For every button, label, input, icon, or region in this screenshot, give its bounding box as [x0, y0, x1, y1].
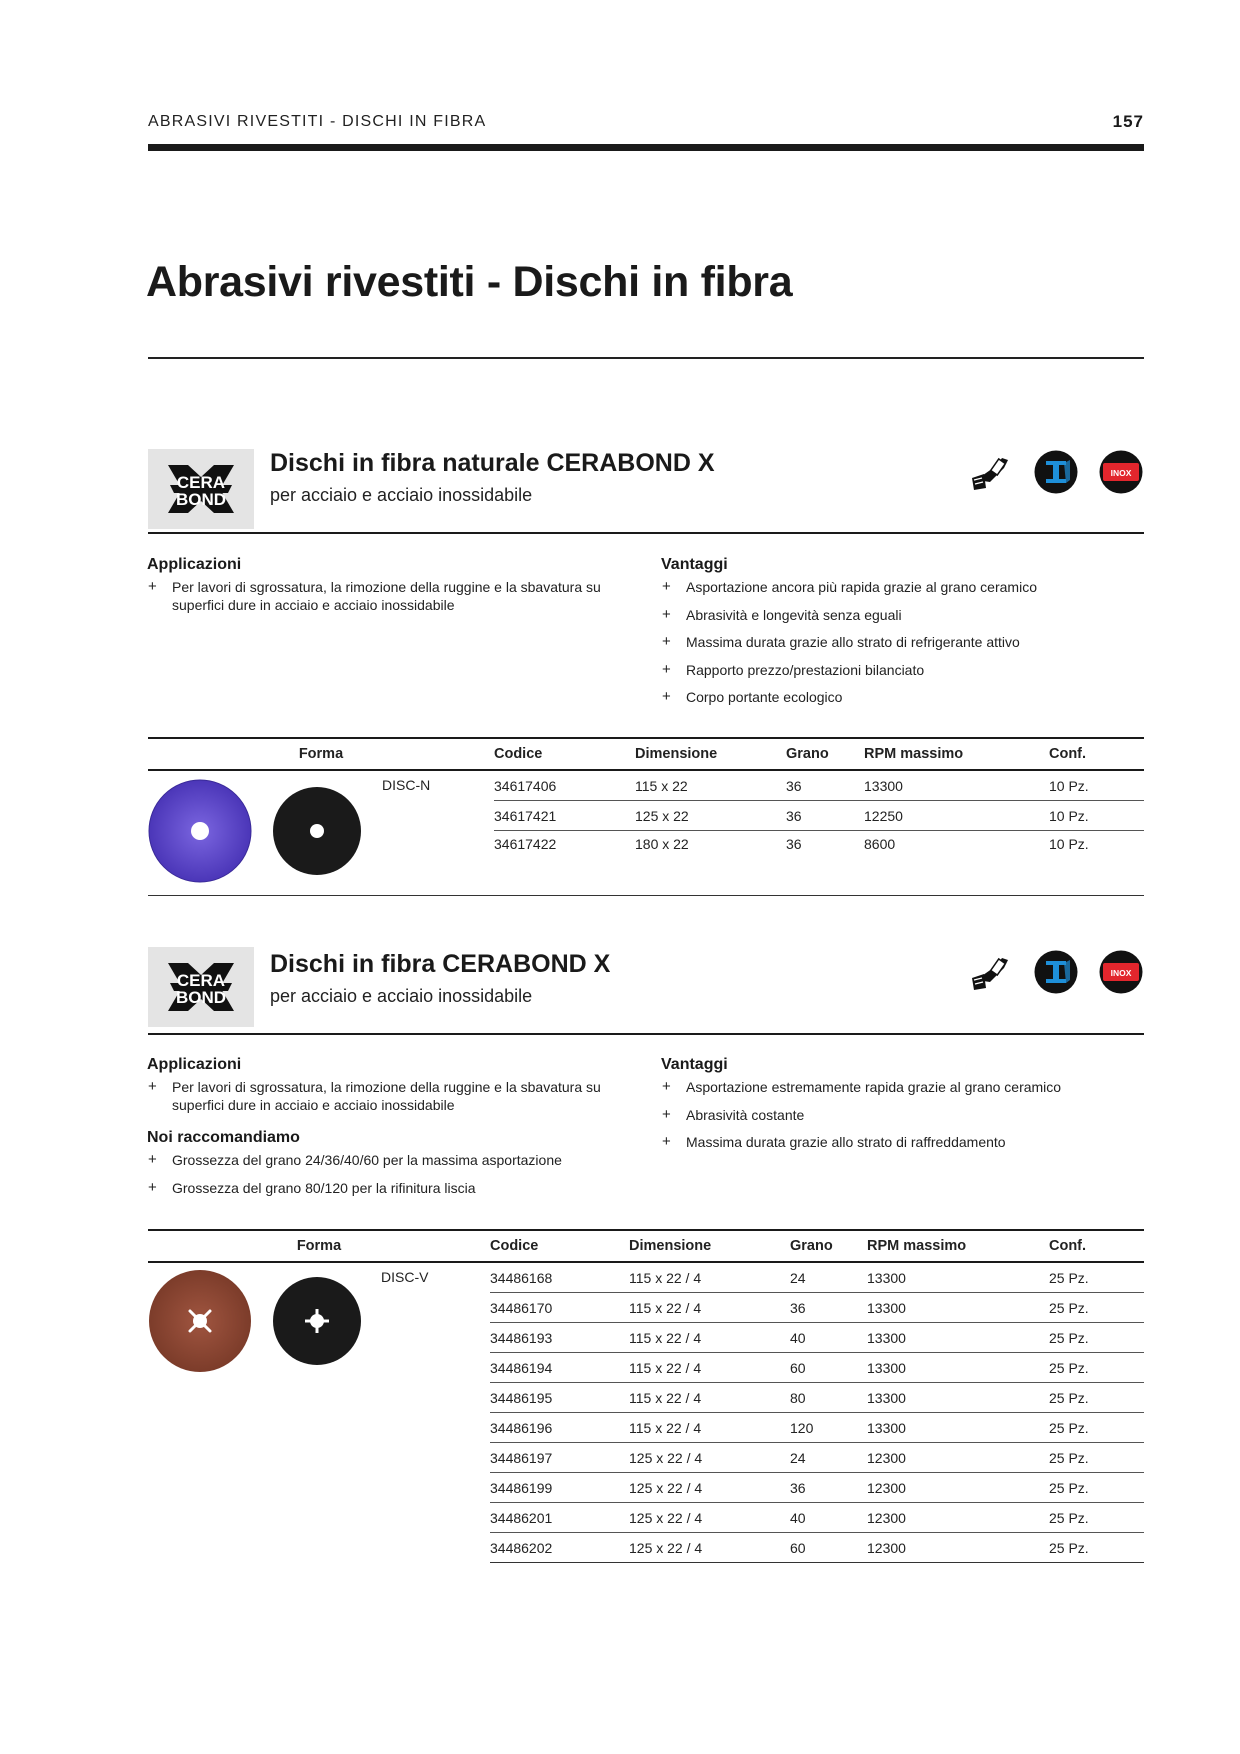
- list-item: + Massima durata grazie allo strato di refrigerante attivo: [661, 633, 1141, 651]
- table-header-row: [148, 738, 1144, 770]
- cell-dimensione: 115 x 22 / 4: [629, 1323, 790, 1353]
- logo-text-top: CERA: [176, 971, 226, 990]
- applications-list: [147, 578, 627, 624]
- cell-codice: 34486196: [490, 1413, 629, 1443]
- section-title: Dischi in fibra CERABOND X: [270, 950, 611, 978]
- cell-grano: 36: [786, 801, 864, 831]
- cell-codice: 34486197: [490, 1443, 629, 1473]
- angle-grinder-icon: [968, 450, 1012, 494]
- title-rule: [148, 357, 1144, 359]
- applications-heading: Applicazioni: [147, 556, 242, 573]
- cell-grano: 60: [790, 1533, 867, 1563]
- cell-dimensione: 115 x 22 / 4: [629, 1413, 790, 1443]
- col-dimensione: Dimensione: [635, 738, 786, 770]
- cell-rpm: 13300: [867, 1293, 1049, 1323]
- cell-conf: 10 Pz.: [1049, 831, 1144, 896]
- running-title: ABRASIVI RIVESTITI - DISCHI IN FIBRA: [148, 113, 487, 130]
- disc-images: [148, 1268, 368, 1376]
- cell-conf: 25 Pz.: [1049, 1353, 1144, 1383]
- cell-dimensione: 125 x 22: [635, 801, 786, 831]
- col-codice: Codice: [494, 738, 635, 770]
- section-rule: [148, 1033, 1144, 1035]
- cell-grano: 40: [790, 1323, 867, 1353]
- inox-icon: [1099, 950, 1143, 994]
- steel-beam-icon: [1034, 950, 1078, 994]
- advantages-heading: Vantaggi: [661, 1056, 728, 1073]
- cell-rpm: 12300: [867, 1443, 1049, 1473]
- recommend-heading: Noi raccomandiamo: [147, 1129, 300, 1146]
- cell-conf: 25 Pz.: [1049, 1413, 1144, 1443]
- col-dimensione: Dimensione: [629, 1230, 790, 1262]
- col-codice: Codice: [490, 1230, 629, 1262]
- logo-text-top: CERA: [176, 473, 226, 492]
- list-item: + Grossezza del grano 24/36/40/60 per la massima asportazione: [147, 1151, 627, 1169]
- form-code: DISC-N: [382, 777, 431, 793]
- cell-dimensione: 115 x 22 / 4: [629, 1293, 790, 1323]
- cell-codice: 34486201: [490, 1503, 629, 1533]
- steel-beam-icon: [1034, 450, 1078, 494]
- cell-dimensione: 125 x 22 / 4: [629, 1473, 790, 1503]
- cell-conf: 10 Pz.: [1049, 801, 1144, 831]
- cell-codice: 34486170: [490, 1293, 629, 1323]
- cell-codice: 34486195: [490, 1383, 629, 1413]
- cell-conf: 25 Pz.: [1049, 1533, 1144, 1563]
- cell-dimensione: 125 x 22 / 4: [629, 1503, 790, 1533]
- cell-conf: 10 Pz.: [1049, 770, 1144, 801]
- advantages-list: [661, 578, 1141, 716]
- cell-rpm: 8600: [864, 831, 1049, 896]
- form-code: DISC-V: [381, 1269, 429, 1285]
- table-row: [148, 1262, 1144, 1293]
- cell-codice: 34617421: [494, 801, 635, 831]
- cell-rpm: 12300: [867, 1503, 1049, 1533]
- table-row: [148, 770, 1144, 801]
- cell-rpm: 13300: [867, 1413, 1049, 1443]
- applications-heading: Applicazioni: [147, 1056, 242, 1073]
- list-item: + Asportazione estremamente rapida grazie al grano ceramico: [661, 1078, 1141, 1096]
- cell-codice: 34486199: [490, 1473, 629, 1503]
- cell-conf: 25 Pz.: [1049, 1323, 1144, 1353]
- product-table: [148, 1229, 1144, 1563]
- cell-rpm: 13300: [867, 1383, 1049, 1413]
- section-subtitle: per acciaio e acciaio inossidabile: [270, 485, 533, 505]
- cell-conf: 25 Pz.: [1049, 1503, 1144, 1533]
- section-title: Dischi in fibra naturale CERABOND X: [270, 449, 715, 477]
- list-item: + Abrasività e longevità senza eguali: [661, 606, 1141, 624]
- logo-text-bottom: BOND: [175, 988, 227, 1007]
- col-grano: Grano: [786, 738, 864, 770]
- cell-conf: 25 Pz.: [1049, 1383, 1144, 1413]
- cell-grano: 40: [790, 1503, 867, 1533]
- forma-cell: [148, 1262, 490, 1563]
- inox-label: INOX: [1110, 468, 1132, 478]
- cell-rpm: 13300: [867, 1353, 1049, 1383]
- cell-codice: 34486194: [490, 1353, 629, 1383]
- cell-grano: 36: [786, 831, 864, 896]
- col-forma: Forma: [148, 738, 494, 770]
- cell-dimensione: 180 x 22: [635, 831, 786, 896]
- list-item: + Corpo portante ecologico: [661, 688, 1141, 706]
- advantages-heading: Vantaggi: [661, 556, 728, 573]
- cell-rpm: 13300: [867, 1323, 1049, 1353]
- logo-text-bottom: BOND: [175, 490, 227, 509]
- cell-rpm: 12300: [867, 1533, 1049, 1563]
- cell-grano: 80: [790, 1383, 867, 1413]
- cell-conf: 25 Pz.: [1049, 1443, 1144, 1473]
- cell-dimensione: 115 x 22 / 4: [629, 1262, 790, 1293]
- product-table: [148, 737, 1144, 896]
- cell-conf: 25 Pz.: [1049, 1262, 1144, 1293]
- cell-conf: 25 Pz.: [1049, 1473, 1144, 1503]
- inox-label: INOX: [1110, 968, 1132, 978]
- list-item: + Per lavori di sgrossatura, la rimozione della ruggine e la sbavatura su superfici dure in acciaio e acciaio inossidabile: [147, 578, 627, 614]
- cell-conf: 25 Pz.: [1049, 1293, 1144, 1323]
- applications-list: [147, 1078, 627, 1124]
- col-rpm: RPM massimo: [867, 1230, 1049, 1262]
- cell-dimensione: 125 x 22 / 4: [629, 1443, 790, 1473]
- header-rule: [148, 144, 1144, 151]
- list-item: + Abrasività costante: [661, 1106, 1141, 1124]
- cell-grano: 36: [786, 770, 864, 801]
- list-item: + Rapporto prezzo/prestazioni bilanciato: [661, 661, 1141, 679]
- cell-codice: 34486202: [490, 1533, 629, 1563]
- cell-grano: 24: [790, 1262, 867, 1293]
- cell-grano: 60: [790, 1353, 867, 1383]
- cerabond-logo: [148, 449, 254, 529]
- cell-dimensione: 125 x 22 / 4: [629, 1533, 790, 1563]
- col-conf: Conf.: [1049, 738, 1144, 770]
- list-item: + Per lavori di sgrossatura, la rimozione della ruggine e la sbavatura su superfici dure in acciaio e acciaio inossidabile: [147, 1078, 627, 1114]
- section-rule: [148, 532, 1144, 534]
- cell-codice: 34617406: [494, 770, 635, 801]
- col-grano: Grano: [790, 1230, 867, 1262]
- cerabond-logo: [148, 947, 254, 1027]
- forma-cell: [148, 770, 494, 896]
- recommend-list: [147, 1151, 627, 1206]
- cell-rpm: 13300: [867, 1262, 1049, 1293]
- cell-rpm: 12250: [864, 801, 1049, 831]
- page-number: 157: [1112, 112, 1144, 131]
- inox-icon: [1099, 450, 1143, 494]
- list-item: + Asportazione ancora più rapida grazie al grano ceramico: [661, 578, 1141, 596]
- list-item: + Grossezza del grano 80/120 per la rifinitura liscia: [147, 1179, 627, 1197]
- list-item: + Massima durata grazie allo strato di raffreddamento: [661, 1133, 1141, 1151]
- cell-grano: 36: [790, 1473, 867, 1503]
- table-header-row: [148, 1230, 1144, 1262]
- col-rpm: RPM massimo: [864, 738, 1049, 770]
- cell-codice: 34486193: [490, 1323, 629, 1353]
- cell-dimensione: 115 x 22 / 4: [629, 1383, 790, 1413]
- cell-rpm: 13300: [864, 770, 1049, 801]
- cell-codice: 34617422: [494, 831, 635, 896]
- col-forma: Forma: [148, 1230, 490, 1262]
- cell-dimensione: 115 x 22 / 4: [629, 1353, 790, 1383]
- section-subtitle: per acciaio e acciaio inossidabile: [270, 986, 533, 1006]
- cell-grano: 120: [790, 1413, 867, 1443]
- cell-grano: 24: [790, 1443, 867, 1473]
- cell-grano: 36: [790, 1293, 867, 1323]
- angle-grinder-icon: [968, 950, 1012, 994]
- advantages-list: [661, 1078, 1141, 1161]
- cell-rpm: 12300: [867, 1473, 1049, 1503]
- page-title: Abrasivi rivestiti - Dischi in fibra: [146, 258, 793, 306]
- col-conf: Conf.: [1049, 1230, 1144, 1262]
- cell-dimensione: 115 x 22: [635, 770, 786, 801]
- disc-images: [148, 775, 368, 883]
- cell-codice: 34486168: [490, 1262, 629, 1293]
